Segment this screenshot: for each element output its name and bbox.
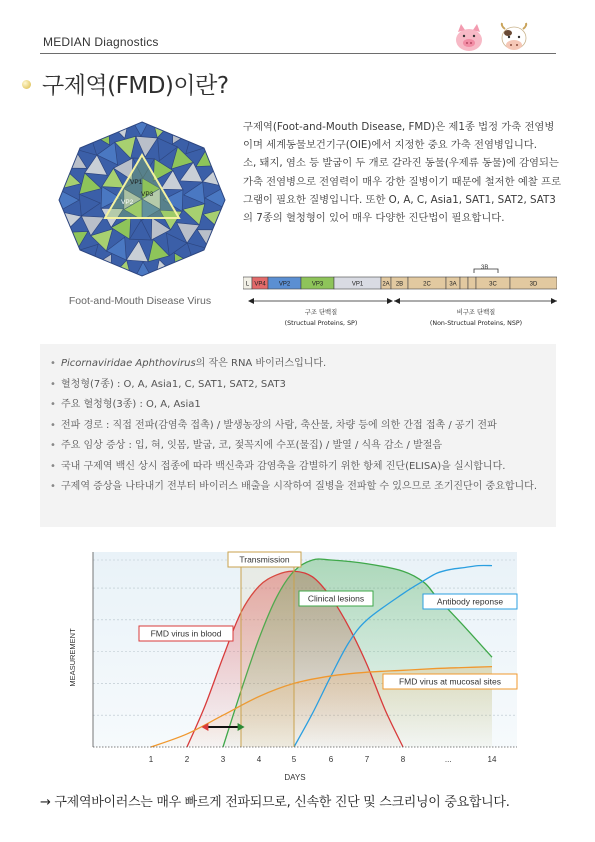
x-tick-label: 4 — [256, 755, 262, 764]
infection-timeline-chart — [55, 540, 535, 790]
fact-item: • 혈청형(7종) : O, A, Asia1, C, SAT1, SAT2, SAT3 — [48, 377, 552, 393]
x-tick-label: 5 — [291, 755, 297, 764]
genome-segment — [468, 277, 476, 289]
legend-label-lesions: Clinical lesions — [307, 593, 365, 604]
vp3-label: VP3 — [141, 191, 154, 198]
x-tick-label: 7 — [364, 755, 370, 764]
fact-text: 의 작은 RNA 바이러스입니다. — [195, 358, 327, 369]
x-tick-label: 6 — [328, 755, 334, 764]
x-axis-label: DAYS — [284, 773, 306, 782]
legend-label-antibody: Antibody reponse — [436, 596, 504, 607]
genome-segment-label: 2B — [395, 281, 404, 288]
virus-caption: Foot-and-Mouth Disease Virus — [68, 295, 212, 307]
page-title: 구제역(FMD)이란? — [42, 73, 229, 99]
fact-item: • 주요 임상 증상 : 입, 혀, 잇몸, 발굽, 코, 젖꼭지에 수포(물집) / 발열 / 식욕 감소 / 발절음 — [48, 438, 552, 454]
nonstructural-label-ko: 비구조 단백질 — [456, 309, 496, 316]
intro-paragraph-2: 소, 돼지, 염소 등 발굽이 두 개로 갈라진 동물(우제류 동물)에 감염되는 가축 전염병으로 전염력이 매우 강한 질병이기 때문에 철저한 예찰 프로그램이 필요한 질병입니다. 또한 O, A, C, Asia1, SAT1, SAT2, SAT3의 7종의 혈청형이 있어 매우 다양한 진단법이 필요합니다. — [243, 157, 561, 225]
fact-item: • 국내 구제역 백신 상시 접종에 따라 백신축과 감염축을 감별하기 위한 항체 진단(ELISA)을 실시합니다. — [48, 459, 552, 475]
genome-segment-label: 2A — [382, 281, 390, 288]
legend-label-mucosal: FMD virus at mucosal sites — [398, 676, 502, 687]
structural-label-ko: 구조 단백질 — [304, 309, 338, 316]
intro-paragraph-1: 구제역(Foot-and-Mouth Disease, FMD)은 제1종 법정 가축 전염병이며 세계동물보건기구(OIE)에서 지정한 중요 가축 전염병입니다. — [243, 121, 555, 152]
capsid-tile — [75, 133, 97, 155]
intro-text — [243, 118, 561, 227]
x-tick-label: ... — [444, 755, 452, 764]
vp2-label: VP2 — [121, 199, 134, 206]
genome-segment-label: VP2 — [278, 281, 291, 288]
x-tick-label: 1 — [148, 755, 154, 764]
nonstructural-label-en: (Non-Structual Proteins, NSP) — [429, 320, 523, 327]
genome-segment-label: L — [245, 281, 250, 288]
fact-taxonomy: Picornaviridae Aphthovirus — [61, 358, 196, 369]
cow-mascot-icon — [497, 20, 531, 54]
annotation-transmission: Transmission — [239, 554, 290, 565]
genome-segment-label: 3C — [489, 281, 497, 288]
conclusion-text: → 구제역바이러스는 매우 빠르게 전파되므로, 신속한 진단 및 스크리닝이 중요합니다. — [40, 795, 510, 810]
x-tick-label: 8 — [400, 755, 406, 764]
genome-map — [243, 262, 557, 334]
genome-segment-label: 2C — [423, 281, 431, 288]
virus-capsid-illustration — [57, 120, 227, 278]
genome-segment-label: 3A — [449, 281, 457, 288]
fact-item: • 전파 경로 : 직접 전파(감염축 접촉) / 발생농장의 사람, 축산물, 차량 등에 의한 간접 접촉 / 공기 전파 — [48, 418, 552, 434]
pig-mascot-icon — [452, 20, 486, 54]
fact-item: • 주요 혈청형(3종) : O, A, Asia1 — [48, 397, 552, 413]
transmission-window — [241, 566, 294, 747]
genome-segment-label: 3D — [529, 281, 538, 288]
genome-segment — [460, 277, 468, 289]
title-bullet-icon — [22, 80, 31, 89]
vp1-label: VP1 — [130, 179, 143, 186]
genome-segment-label: VP3 — [311, 281, 324, 288]
fact-item: • 구제역 증상을 나타내기 전부터 바이러스 배출을 시작하여 질병을 전파할 수 있으므로 조기진단이 중요합니다. — [48, 479, 552, 495]
facts-list — [48, 356, 552, 500]
bracket-3b-label: 3B — [481, 265, 489, 271]
structural-label-en: (Structual Proteins, SP) — [284, 320, 358, 327]
fact-item — [48, 356, 552, 372]
x-tick-label: 2 — [184, 755, 190, 764]
brand-name: MEDIAN Diagnostics — [43, 35, 159, 49]
x-tick-label: 14 — [487, 755, 497, 764]
y-axis-label: MEASUREMENT — [68, 628, 77, 687]
x-tick-label: 3 — [220, 755, 226, 764]
genome-segment-label: VP4 — [254, 281, 266, 288]
legend-label-blood: FMD virus in blood — [150, 628, 222, 639]
genome-segment-label: VP1 — [351, 281, 364, 288]
